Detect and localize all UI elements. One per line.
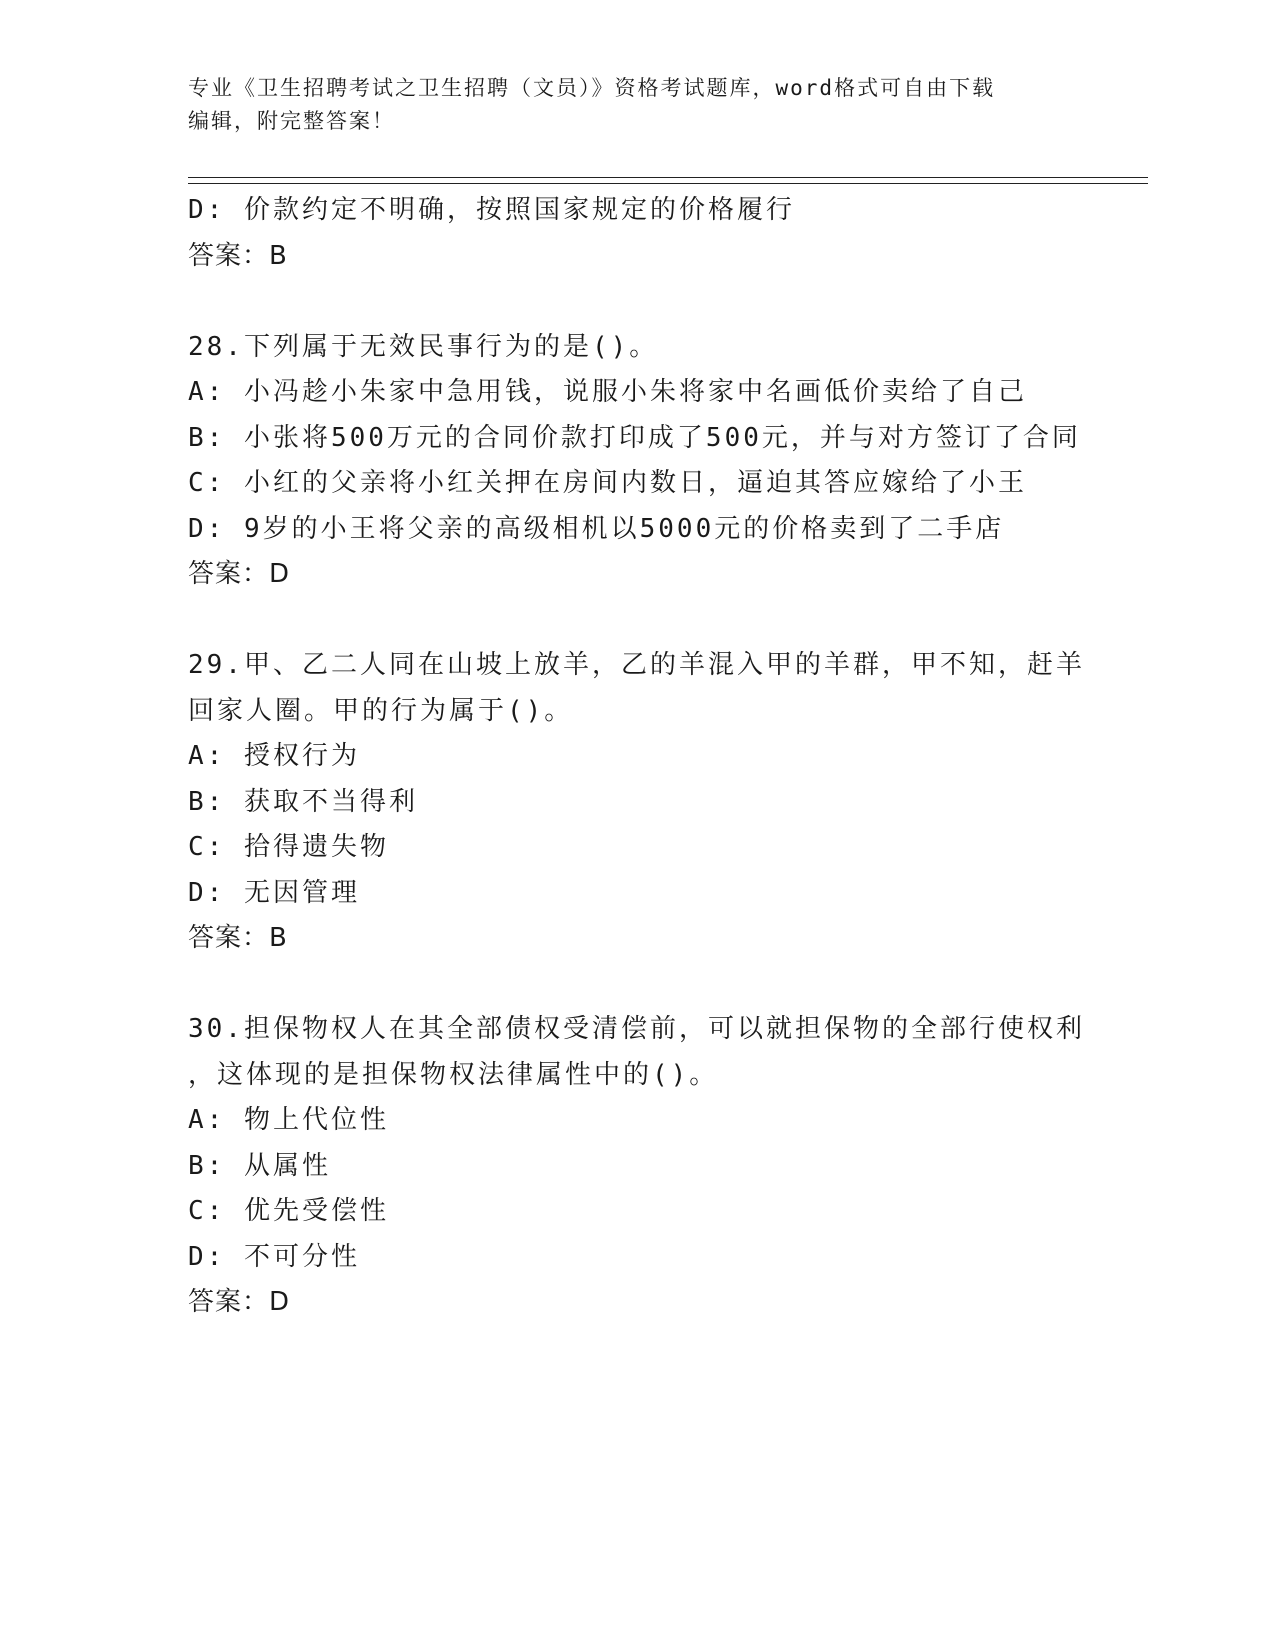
- question-29-answer: 答案：B: [188, 923, 288, 953]
- question-29-option-d: D: 无因管理: [188, 877, 360, 908]
- header-divider-top: [188, 177, 1148, 178]
- header-line-1: 专业《卫生招聘考试之卫生招聘（文员）》资格考试题库，word格式可自由下载: [188, 76, 996, 100]
- question-28-option-a: A: 小冯趁小朱家中急用钱，说服小朱将家中名画低价卖给了自己: [188, 377, 1027, 407]
- question-28-option-b: B: 小张将500万元的合同价款打印成了500元，并与对方签订了合同: [188, 422, 1081, 453]
- question-29-option-b: B: 获取不当得利: [188, 786, 418, 817]
- question-30-stem-line-2: ，这体现的是担保物权法律属性中的()。: [188, 1059, 719, 1090]
- question-29-stem-line-1: 29.甲、乙二人同在山坡上放羊，乙的羊混入甲的羊群，甲不知，赶羊: [188, 650, 1085, 680]
- question-28-option-d: D: 9岁的小王将父亲的高级相机以5000元的价格卖到了二手店: [188, 513, 1005, 544]
- question-29-option-a: A: 授权行为: [188, 741, 360, 771]
- prev-answer: 答案：B: [188, 240, 288, 271]
- question-29-option-c: C: 拾得遗失物: [188, 832, 389, 862]
- question-30-option-a: A: 物上代位性: [188, 1105, 389, 1135]
- prev-option-d: D: 价款约定不明确，按照国家规定的价格履行: [188, 195, 795, 225]
- question-list: [188, 188, 1088, 1326]
- question-30-option-b: B: 从属性: [188, 1150, 331, 1181]
- question-29-stem-line-2: 回家人圈。甲的行为属于()。: [188, 695, 574, 726]
- header-line-2: 编辑，附完整答案！: [188, 109, 395, 133]
- question-28-option-c: C: 小红的父亲将小红关押在房间内数日，逼迫其答应嫁给了小王: [188, 468, 1027, 498]
- question-28-stem: 28.下列属于无效民事行为的是()。: [188, 331, 659, 362]
- question-30-answer: 答案：D: [188, 1287, 291, 1317]
- question-30-option-d: D: 不可分性: [188, 1241, 360, 1272]
- question-30-stem-line-1: 30.担保物权人在其全部债权受清偿前，可以就担保物的全部行使权利: [188, 1014, 1085, 1044]
- question-28-answer: 答案：D: [188, 559, 291, 589]
- question-30-option-c: C: 优先受偿性: [188, 1196, 389, 1226]
- header-divider-bottom: [188, 183, 1148, 184]
- document-header: [188, 72, 1068, 138]
